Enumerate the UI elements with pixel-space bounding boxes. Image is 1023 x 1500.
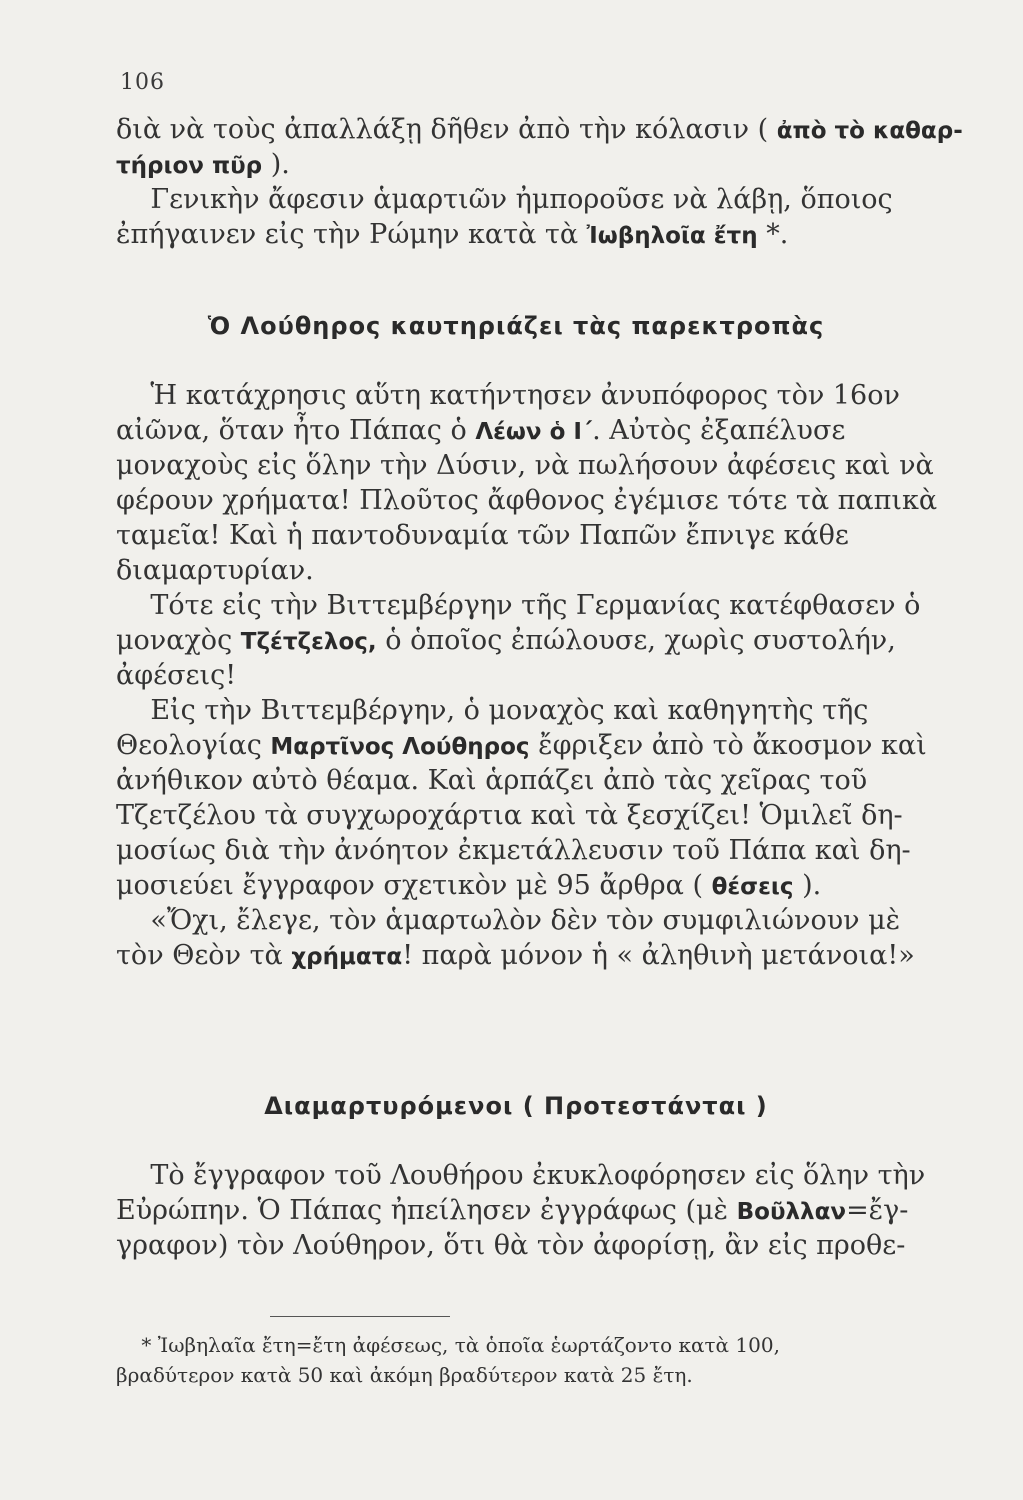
text-line (116, 483, 938, 518)
text-line (116, 518, 916, 553)
paragraph-block-3 (116, 1158, 926, 1263)
body-text: διαμαρτυρίαν. (116, 555, 314, 586)
text-line (116, 378, 916, 413)
text-line (116, 693, 916, 728)
emphasis-text: θέσεις (711, 874, 794, 900)
emphasis-text: τήριον πῦρ (116, 153, 263, 179)
body-text: . Αὐτὸς ἐξαπέλυσε (592, 415, 846, 446)
body-text: γραφον) τὸν Λούθηρον, ὅτι θὰ τὸν ἀφορίσῃ, ἂν εἰς προθε- (116, 1230, 906, 1261)
footnote-line: βραδύτερον κατὰ 50 καὶ ἀκόμη βραδύτερον κατὰ 25 ἔτη. (116, 1363, 693, 1387)
text-line (116, 798, 916, 833)
text-line (116, 658, 916, 693)
text-line (116, 728, 927, 763)
body-text: Ἡ κατάχρησις αὕτη κατήντησεν ἀνυπόφορος τὸν 16ον (116, 380, 900, 411)
text-line (116, 938, 916, 973)
body-text: ). (793, 870, 822, 901)
emphasis-text: Τζέτζελος, (240, 629, 377, 655)
body-text: ἀφέσεις! (116, 660, 237, 691)
text-line (116, 182, 916, 217)
text-line (116, 1228, 916, 1263)
footnote (116, 1330, 916, 1390)
paragraph-block-1 (116, 112, 963, 252)
body-text: Γενικὴν ἄφεσιν ἁμαρτιῶν ἠμποροῦσε νὰ λάβῃ, ὅποιος (116, 184, 893, 215)
text-line (116, 833, 916, 868)
body-text: *. (757, 219, 789, 250)
text-line (116, 763, 916, 798)
body-text: μοσιεύει ἔγγραφον σχετικὸν μὲ 95 ἄρθρα ( (116, 870, 712, 901)
body-text: διὰ νὰ τοὺς ἀπαλλάξῃ δῆθεν ἀπὸ τὴν κόλασιν ( (116, 114, 777, 145)
text-line (116, 868, 916, 903)
text-line (116, 1193, 916, 1228)
paragraph-block-2 (116, 378, 938, 973)
emphasis-text: ἀπὸ τὸ καθαρ- (776, 118, 963, 144)
body-text: ἔφριξεν ἀπὸ τὸ ἄκοσμον καὶ (529, 730, 927, 761)
body-text: ἀνήθικον αὐτὸ θέαμα. Καὶ ἁρπάζει ἀπὸ τὰς χεῖρας τοῦ (116, 765, 868, 796)
body-text: Εὐρώπην. Ὁ Πάπας ἠπείλησεν ἐγγράφως (μὲ (116, 1195, 737, 1226)
text-line (116, 903, 916, 938)
section-heading-1: Ὁ Λούθηρος καυτηριάζει τὰς παρεκτροπὰς (207, 312, 825, 340)
body-text: αἰῶνα, ὅταν ἦτο Πάπας ὁ (116, 415, 476, 446)
text-line (116, 1158, 926, 1193)
body-text: μοσίως διὰ τὴν ἀνόητον ἐκμετάλλευσιν τοῦ Πάπα καὶ δη- (116, 835, 911, 866)
body-text: φέρουν χρήματα! Πλοῦτος ἄφθονος ἐγέμισε τότε τὰ παπικὰ (116, 485, 938, 516)
footnote-divider (270, 1316, 450, 1317)
text-line (116, 413, 916, 448)
text-line (116, 112, 963, 147)
body-text: ἐπήγαινεν εἰς τὴν Ρώμην κατὰ τὰ (116, 219, 587, 250)
emphasis-text: Ἰωβηλοῖα ἔτη (586, 223, 758, 249)
text-line (116, 553, 916, 588)
body-text: ). (262, 149, 290, 180)
body-text: Τζετζέλου τὰ συγχωροχάρτια καὶ τὰ ξεσχίζει! Ὁμιλεῖ δη- (116, 800, 903, 831)
body-text: =ἔγ- (846, 1195, 909, 1226)
text-line (116, 588, 921, 623)
body-text: ὁ ὁποῖος ἐπώλουσε, χωρὶς συστολήν, (376, 625, 896, 656)
body-text: Εἰς τὴν Βιττεμβέργην, ὁ μοναχὸς καὶ καθηγητὴς τῆς (116, 695, 869, 726)
emphasis-text: Μαρτῖνος Λούθηρος (270, 734, 530, 760)
emphasis-text: Βοῦλλαν (736, 1199, 847, 1225)
emphasis-text: χρήματα (291, 944, 403, 970)
body-text: μοναχὸς (116, 625, 241, 656)
body-text: Θεολογίας (116, 730, 271, 761)
body-text: μοναχοὺς εἰς ὅλην τὴν Δύσιν, νὰ πωλήσουν ἀφέσεις καὶ νὰ (116, 450, 934, 481)
text-line (116, 147, 916, 182)
text-line (116, 623, 916, 658)
text-line (116, 448, 934, 483)
page-number: 106 (120, 70, 165, 95)
emphasis-text: Λέων ὁ Ι΄ (475, 419, 593, 445)
body-text: «Ὄχι, ἔλεγε, τὸν ἁμαρτωλὸν δὲν τὸν συμφιλιώνουν μὲ (116, 905, 901, 936)
body-text: Τότε εἰς τὴν Βιττεμβέργην τῆς Γερμανίας κατέφθασεν ὁ (116, 590, 921, 621)
footnote-line: * Ἰωβηλαῖα ἔτη=ἔτη ἀφέσεως, τὰ ὁποῖα ἑωρτάζοντο κατὰ 100, (116, 1333, 780, 1357)
body-text: ! παρὰ μόνον ἡ « ἀληθινὴ μετάνοια!» (402, 940, 915, 971)
body-text: ταμεῖα! Καὶ ἡ παντοδυναμία τῶν Παπῶν ἔπνιγε κάθε (116, 520, 849, 551)
section-heading-2: Διαμαρτυρόμενοι ( Προτεστάνται ) (264, 1092, 768, 1120)
body-text: Τὸ ἔγγραφον τοῦ Λουθήρου ἐκυκλοφόρησεν εἰς ὅλην τὴν (116, 1160, 926, 1191)
text-line (116, 217, 916, 252)
body-text: τὸν Θεὸν τὰ (116, 940, 292, 971)
